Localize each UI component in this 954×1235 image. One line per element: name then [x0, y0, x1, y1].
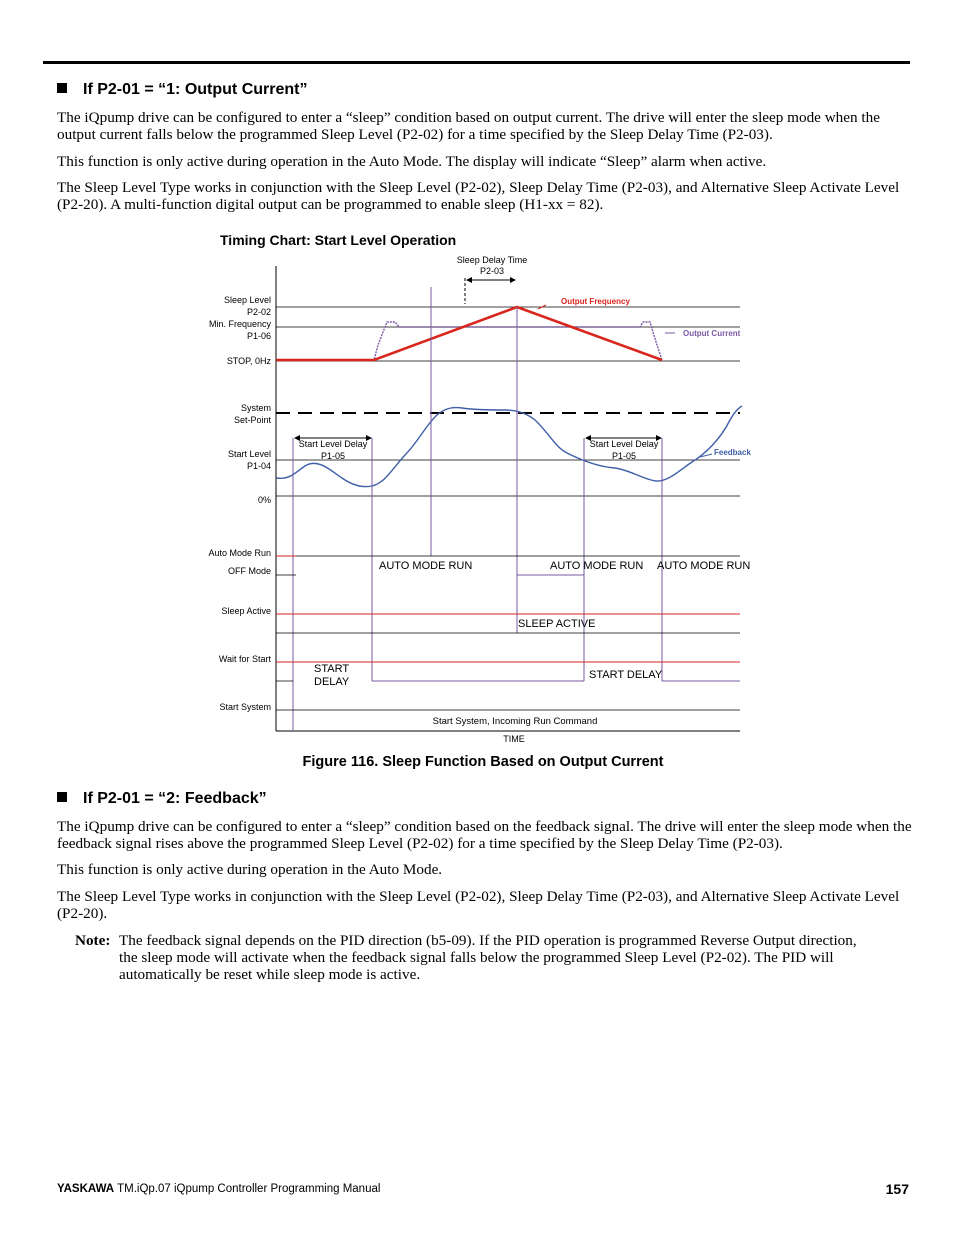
note-label: Note:	[75, 932, 111, 949]
wait-for-start-label: Wait for Start	[218, 654, 271, 664]
stop-label: STOP, 0Hz	[226, 356, 271, 366]
section-heading-output-current: If P2-01 = “1: Output Current”	[57, 81, 307, 99]
start-delay-state: START DELAY	[589, 669, 663, 681]
start-delay-state: START	[314, 663, 350, 675]
start-level-delay-label: Start Level Delay	[298, 439, 368, 449]
bullet-square-icon	[57, 792, 67, 802]
start-system-label: Start System	[219, 702, 271, 712]
sleep-level-param: P2-02	[246, 307, 271, 317]
start-level-param: P1-04	[246, 461, 271, 471]
output-current-label: Output Current	[683, 329, 741, 338]
start-system-state: Start System, Incoming Run Command	[432, 716, 598, 727]
footer-brand: YASKAWA	[57, 1183, 115, 1195]
paragraph: This function is only active during operation in the Auto Mode.	[57, 861, 443, 878]
footer-manual-title	[57, 1183, 380, 1195]
arrow-right-icon	[510, 277, 516, 283]
min-frequency-label: Min. Frequency	[208, 319, 271, 329]
note-text: The feedback signal depends on the PID direction (b5-09). If the PID operation is programmed Reverse Output direction, the sleep mode will activate when the feedback signal falls below the programmed Sleep Level (P2-02). The PID will automatically be reset while sleep mode is active.	[119, 932, 857, 983]
feedback-label: Feedback	[714, 448, 751, 457]
start-delay-state-2: DELAY	[314, 676, 350, 688]
paragraph: The Sleep Level Type works in conjunction with the Sleep Level (P2-02), Sleep Delay Time (P2-03), and Alternative Sleep Activate Level (P2-20). A multi-function digital output can be programmed to enable sleep (H1-xx = 82).	[57, 179, 900, 213]
section-heading-feedback: If P2-01 = “2: Feedback”	[57, 790, 267, 808]
auto-mode-run-state: AUTO MODE RUN	[379, 560, 473, 572]
auto-mode-run-state: AUTO MODE RUN	[657, 560, 751, 572]
zero-percent-label: 0%	[257, 495, 271, 505]
paragraph: The iQpump drive can be configured to enter a “sleep” condition based on the feedback signal. The drive will enter the sleep mode when the feedback signal rises above the programmed Sleep Level (P2-02) for a time specified by the Sleep Delay Time (P2-03).	[57, 818, 912, 852]
sleep-level-label: Sleep Level	[223, 295, 271, 305]
sleep-delay-param: P2-03	[479, 266, 505, 276]
auto-mode-run-state: AUTO MODE RUN	[550, 560, 644, 572]
output-frequency-line	[276, 307, 662, 360]
note	[75, 932, 875, 983]
paragraph: This function is only active during operation in the Auto Mode. The display will indicate “Sleep” alarm when active.	[57, 153, 767, 170]
sleep-active-state: SLEEP ACTIVE	[518, 618, 596, 630]
start-level-delay-param: P1-05	[320, 451, 346, 461]
arrow-left-icon	[466, 277, 472, 283]
paragraph: The iQpump drive can be configured to enter a “sleep” condition based on output current. The drive will enter the sleep mode when the output current falls below the programmed Sleep Level (P2-02) for a time specified by the Sleep Delay Time (P2-03).	[57, 109, 880, 143]
footer-manual-name: TM.iQp.07 iQpump Controller Programming Manual	[117, 1183, 381, 1195]
output-frequency-label: Output Frequency	[561, 297, 630, 306]
sleep-delay-label: Sleep Delay Time	[456, 255, 528, 265]
min-frequency-param: P1-06	[246, 331, 271, 341]
time-axis-label: TIME	[503, 734, 525, 744]
sleep-active-label: Sleep Active	[221, 606, 271, 616]
output-current-line	[276, 322, 662, 360]
page-number: 157	[885, 1181, 909, 1197]
timing-chart-title: Timing Chart: Start Level Operation	[220, 232, 457, 248]
system-setpoint-label: System	[240, 403, 271, 413]
start-level-delay-param: P1-05	[611, 451, 637, 461]
off-mode-label: OFF Mode	[227, 566, 271, 576]
figure-caption: Figure 116. Sleep Function Based on Output Current	[302, 754, 664, 770]
auto-mode-run-label: Auto Mode Run	[208, 548, 271, 558]
system-setpoint-label-2: Set-Point	[233, 415, 271, 425]
paragraph: The Sleep Level Type works in conjunction with the Sleep Level (P2-02), Sleep Delay Time (P2-03), and Alternative Sleep Activate Level (P2-20).	[57, 888, 900, 922]
start-level-label: Start Level	[227, 449, 271, 459]
start-level-delay-label: Start Level Delay	[589, 439, 659, 449]
